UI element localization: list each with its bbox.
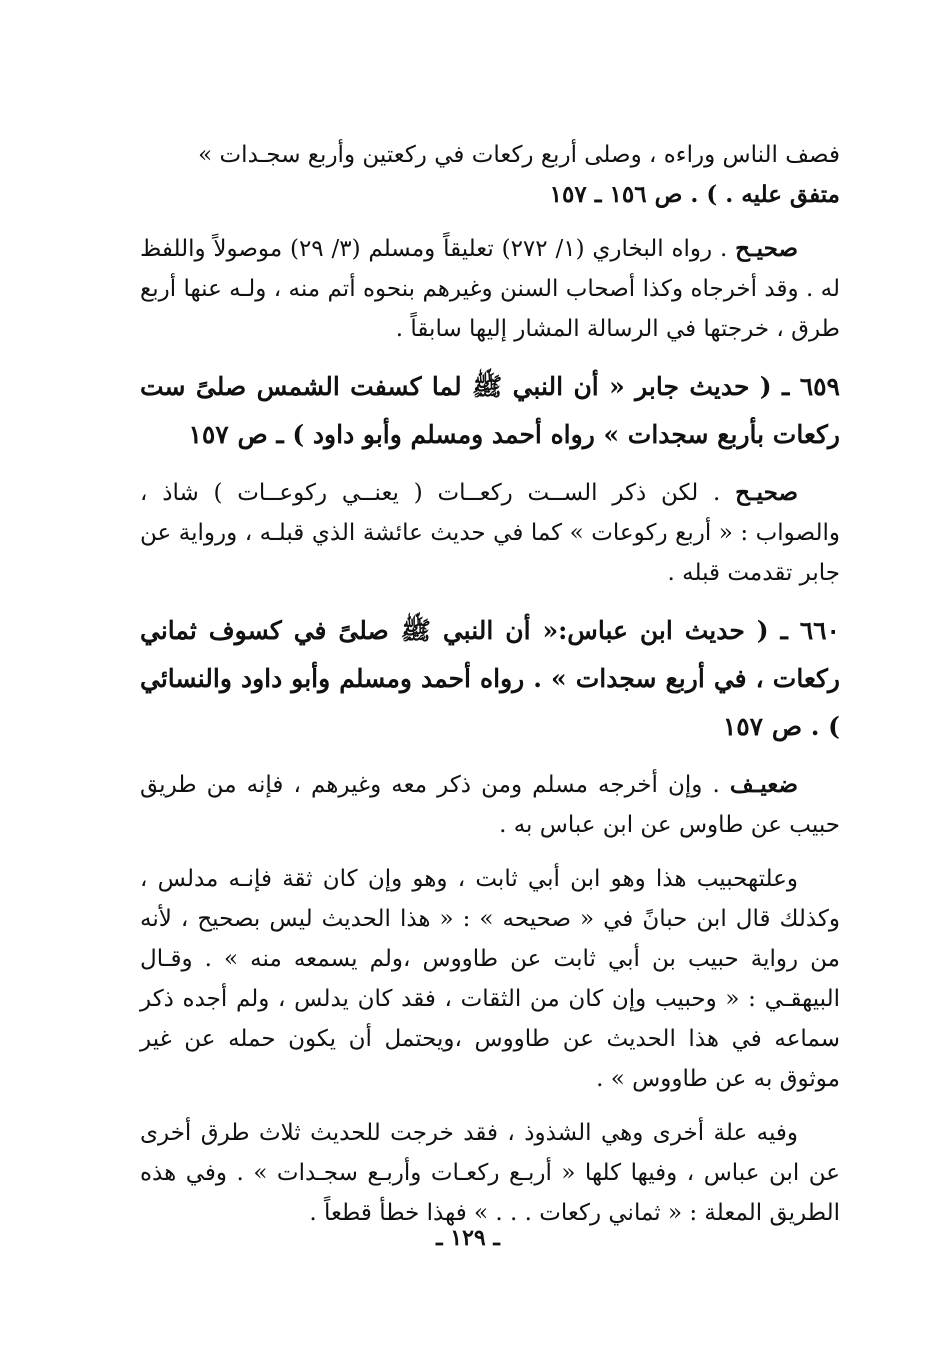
- paragraph-sahih-1: [140, 229, 840, 349]
- paragraph-text: . رواه البخاري (١/ ٢٧٢) تعليقاً ومسلم (٣/ ٢٩) موصولاً واللفظ له . وقد أخرجاه وكذا أصحاب السنن وغيرهم بنحوه أتم منه ، ولـه عنها أربع طرق ، خرجتها في الرسالة المشار إليها سابقاً .: [140, 236, 840, 342]
- grade-label: صحيـح: [735, 235, 798, 262]
- paragraph-sahih-2: [140, 473, 840, 593]
- grade-label: صحيـح: [735, 479, 798, 506]
- grade-label: ضعيـف: [729, 771, 798, 798]
- paragraph-text: . وإن أخرجه مسلم ومن ذكر معه وغيرهم ، فإنه من طريق حبيب عن طاوس عن ابن عباس به .: [140, 772, 840, 838]
- paragraph-daif: [140, 765, 840, 845]
- page-number: ـ ١٢٩ ـ: [436, 1225, 500, 1251]
- page-body: [140, 135, 840, 1247]
- hadith-659: ٦٥٩ ـ ( حديث جابر « أن النبي ﷺ لما كسفت الشمس صلىً ست ركعات بأربع سجدات » رواه أحمد ومسلم وأبو داود ) ـ ص ١٥٧: [140, 372, 840, 449]
- hadith-660: ٦٦٠ ـ ( حديث ابن عباس:« أن النبي ﷺ صلىً في كسوف ثماني ركعات ، في أربع سجدات » . رواه أحمد ومسلم وأبو داود والنسائي ) . ص ١٥٧: [140, 616, 840, 741]
- paragraph-continuation: [140, 135, 840, 215]
- paragraph-shudhudh: وفيه علة أخرى وهي الشذوذ ، فقد خرجت للحديث ثلاث طرق أخرى عن ابن عباس ، وفيها كلها « أربـع ركعـات وأربـع سجـدات » . وفي هذه الطريق المعلة : « ثماني ركعات . . . » فهذا خطأ قطعاً .: [140, 1120, 840, 1226]
- paragraph-continuation-line-2: متفق عليه . ) . ص ١٥٦ ـ ١٥٧: [549, 181, 840, 208]
- paragraph-continuation-line-1: فصف الناس وراءه ، وصلى أربع ركعات في ركعتين وأربع سجـدات »: [198, 142, 840, 168]
- paragraph-text: . لكن ذكر الســت ركعــات ( يعنــي ركوعــات ) شاذ ، والصواب : « أربع ركوعات » كما في حديث عائشة الذي قبلـه ، ورواية عن جابر تقدمت قبله .: [140, 480, 840, 586]
- paragraph-illa: وعلتهحبيب هذا وهو ابن أبي ثابت ، وهو وإن كان ثقة فإنـه مدلس ، وكذلك قال ابن حبانً في « صحيحه » : « هذا الحديث ليس بصحيح ، لأنه من رواية حبيب بن أبي ثابت عن طاووس ،ولم يسمعه منه » . وقـال البيهقـي : « وحبيب وإن كان من الثقات ، فقد كان يدلس ، ولم أجده ذكر سماعه في هذا الحديث عن طاووس ،ويحتمل أن يكون حمله عن غير موثوق به عن طاووس » .: [140, 866, 840, 1092]
